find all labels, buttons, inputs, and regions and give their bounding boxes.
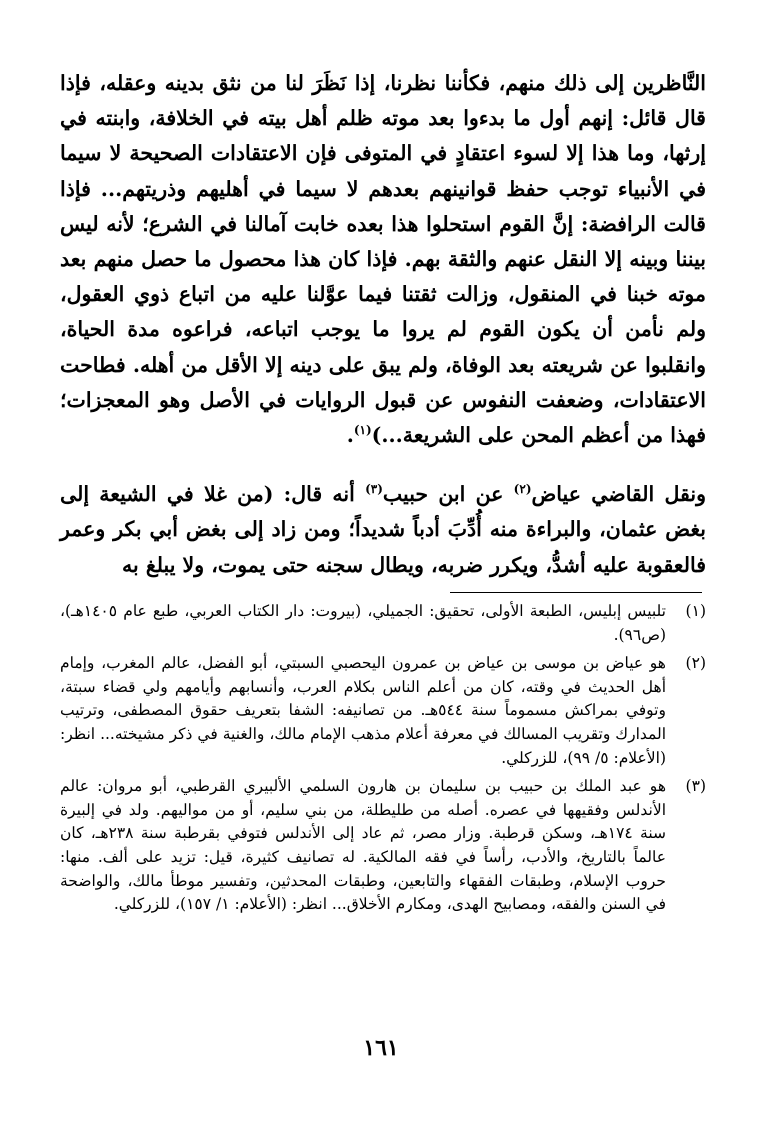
footnote-3 xyxy=(60,775,706,917)
footnote-text: هو عبد الملك بن حبيب بن سليمان بن هارون السلمي الألبيري القرطبي، أبو مروان: عالم الأندلس وفقيهها في عصره. أصله من طليطلة، من بني سليم، أو من مواليهم. ولد في إلبيرة سنة ١٧٤هـ، وسكن قرطبة. وزار مصر، ثم عاد إلى الأندلس فتوفي بقرطبة سنة ٢٣٨هـ، كان عالماً بالتاريخ، والأدب، رأساً في فقه المالكية. له تصانيف كثيرة، قيل: تزيد على ألف. منها: حروب الإسلام، وطبقات الفقهاء والتابعين، وطبقات المحدثين، وتفسير موطأ مالك، والواضحة في السنن والفقه، ومصابيح الهدى، ومكارم الأخلاق... انظر: (الأعلام: ١/ ١٥٧)، للزركلي. xyxy=(60,777,666,914)
paragraph-2-part-2: عن ابن حبيب xyxy=(382,482,514,507)
footnote-2 xyxy=(60,652,706,770)
footnote-number: (٣) xyxy=(685,777,706,796)
footnote-1 xyxy=(60,600,706,647)
page-number: ١٦١ xyxy=(363,1035,399,1061)
footnote-number: (٢) xyxy=(685,654,706,673)
paragraph-1-tail: . xyxy=(346,423,354,448)
footnote-text: تلبيس إبليس، الطبعة الأولى، تحقيق: الجميلي، (بيروت: دار الكتاب العربي، طبع عام ١٤٠٥هـ)، (ص٩٦). xyxy=(60,602,666,644)
footnote-separator xyxy=(450,592,702,593)
main-text xyxy=(60,66,706,583)
footnote-number: (١) xyxy=(685,602,706,620)
paragraph-1 xyxy=(60,66,706,453)
footnote-ref-1: (١) xyxy=(353,423,372,438)
footnote-ref-2: (٢) xyxy=(513,482,532,497)
footnote-ref-3: (٣) xyxy=(365,482,383,497)
footnote-text: هو عياض بن موسى بن عياض بن عمرون اليحصبي السبتي، أبو الفضل، عالم المغرب، وإمام أهل الحديث في وقته، كان من أعلم الناس بكلام العرب، وأنسابهم وأيامهم ولي قضاء سبتة، وتوفي بمراكش مسموماً سنة ٥٤٤هـ. من تصانيفه: الشفا بتعريف حقوق المصطفى، وترتيب المدارك وتقريب المسالك في معرفة أعلام مذهب الإمام مالك، والغنية في ذكر مشيخته... انظر: (الأعلام: ٥/ ٩٩)، للزركلي. xyxy=(60,654,666,767)
footnotes xyxy=(60,600,706,922)
paragraph-2 xyxy=(60,477,706,583)
paragraph-2-part-3: أنه قال: (من غلا في الشيعة إلى بغض عثمان، والبراءة منه أُدِّبَ أدباً شديداً؛ ومن زاد إلى بغض أبي بكر وعمر فالعقوبة عليه أشدُّ، ويكرر ضربه، ويطال سجنه حتى يموت، ولا يبلغ به xyxy=(60,482,706,577)
paragraph-1-text: النَّاظرين إلى ذلك منهم، فكأننا نظرنا، إذا نَظَرَ لنا من نثق بدينه وعقله، فإذا قال قائل: إنهم أول ما بدءوا بعد موته ظلم أهل بيته في الخلافة، وابنته في إرثها، وما هذا إلا لسوء اعتقادٍ في المتوفى فإن الاعتقادات الصحيحة لا سيما في الأنبياء توجب حفظ قوانينهم بعدهم لا سيما في أهليهم وذريتهم... فإذا قالت الرافضة: إنَّ القوم استحلوا هذا بعده خابت آمالنا في الشرع؛ لأنه ليس بيننا وبينه إلا النقل عنهم والثقة بهم. فإذا كان هذا محصول ما حصل منهم بعد موته خبنا في المنقول، وزالت ثقتنا فيما عوَّلنا عليه من اتباع ذوي العقول، ولم نأمن أن يكون القوم لم يروا ما يوجب اتباعه، فراعوه مدة الحياة، وانقلبوا عن شريعته بعد الوفاة، ولم يبق على دينه إلا الأقل من أهله. فطاحت الاعتقادات، وضعفت النفوس عن قبول الروايات في الأصل وهو المعجزات؛ فهذا من أعظم المحن على الشريعة...) xyxy=(60,71,706,448)
paragraph-2-part-1: ونقل القاضي عياض xyxy=(531,482,706,507)
